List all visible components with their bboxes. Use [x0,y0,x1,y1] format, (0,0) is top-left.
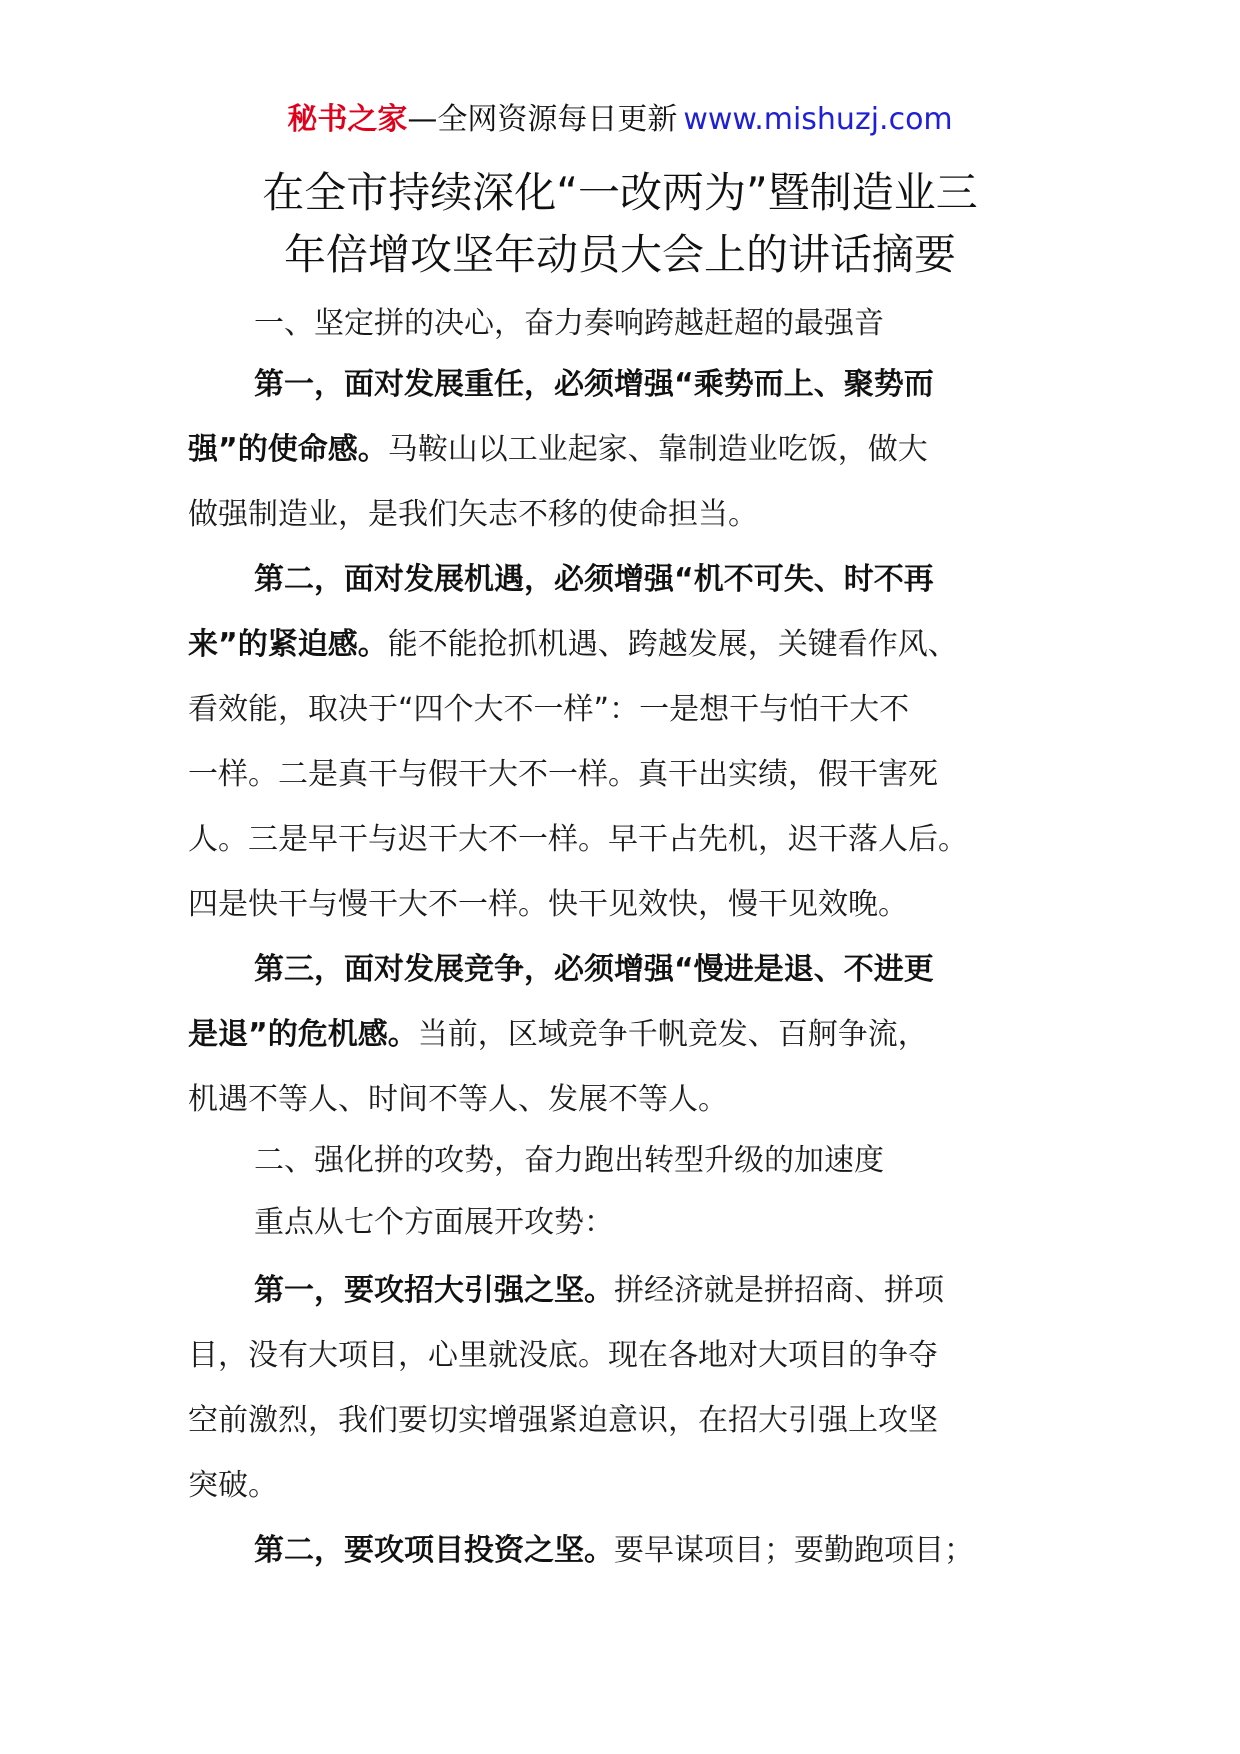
paragraph-3 [188,937,1058,1132]
paragraph-3-lead-end: 是退”的危机感。 [188,1017,418,1052]
paragraph-5-text: 要早谋项目；要勤跑项目； [614,1533,974,1568]
brand-name: 秘书之家 [287,102,408,137]
paragraph-4-text-line: 突破。 [188,1468,278,1503]
paragraph-1 [188,352,1058,547]
paragraph-4-lead: 第一，要攻招大引强之坚。 [254,1273,614,1308]
paragraph-2-text-line: 看效能，取决于“四个大不一样”：一是想干与怕干大不 [188,692,910,727]
paragraph-2-text-line: 一样。二是真干与假干大不一样。真干出实绩，假干害死 [188,757,938,792]
paragraph-2-text-line: 人。三是早干与迟干大不一样。早干占先机，迟干落人后。 [188,822,968,857]
paragraph-4-text: 拼经济就是拼招商、拼项 [614,1273,944,1308]
paragraph-5 [188,1518,1058,1583]
paragraph-4-text-line: 空前激烈，我们要切实增强紧迫意识，在招大引强上攻坚 [188,1403,938,1438]
document-body [188,296,1058,1583]
paragraph-2 [188,547,1058,937]
paragraph-2-lead-end: 来”的紧迫感。 [188,627,388,662]
section-heading-1: 一、坚定拼的决心，奋力奏响跨越赶超的最强音 [254,306,884,341]
section-2-intro: 重点从七个方面展开攻势： [254,1205,614,1240]
paragraph-3-lead: 第三，面对发展竞争，必须增强“慢进是退、不进更 [254,952,934,987]
title-line-2: 年倍增攻坚年动员大会上的讲话摘要 [283,230,956,279]
section-heading-2: 二、强化拼的攻势，奋力跑出转型升级的加速度 [254,1143,884,1178]
paragraph-2-text: 能不能抢抓机遇、跨越发展，关键看作风、 [387,627,958,662]
paragraph-1-lead-end: 强”的使命感。 [188,432,388,467]
paragraph-4-text-line: 目，没有大项目，心里就没底。现在各地对大项目的争夺 [188,1338,938,1373]
paragraph-1-lead: 第一，面对发展重任，必须增强“乘势而上、聚势而 [254,367,934,402]
site-url-link[interactable]: www.mishuzj.com [683,102,953,137]
paragraph-4 [188,1258,1058,1518]
paragraph-3-text: 当前，区域竞争千帆竞发、百舸争流， [417,1017,928,1052]
paragraph-1-text-line: 做强制造业，是我们矢志不移的使命担当。 [188,497,758,532]
banner-slogan: —全网资源每日更新 [407,102,678,137]
paragraph-2-lead: 第二，面对发展机遇，必须增强“机不可失、时不再 [254,562,934,597]
paragraph-5-lead: 第二，要攻项目投资之坚。 [254,1533,614,1568]
paragraph-3-text-line: 机遇不等人、时间不等人、发展不等人。 [188,1082,728,1117]
paragraph-1-text: 马鞍山以工业起家、靠制造业吃饭，做大 [387,432,928,467]
source-banner [0,100,1240,140]
title-line-1: 在全市持续深化“一改两为”暨制造业三 [262,168,978,217]
paragraph-2-text-line: 四是快干与慢干大不一样。快干见效快，慢干见效晚。 [188,887,908,922]
document-title [150,162,1090,286]
